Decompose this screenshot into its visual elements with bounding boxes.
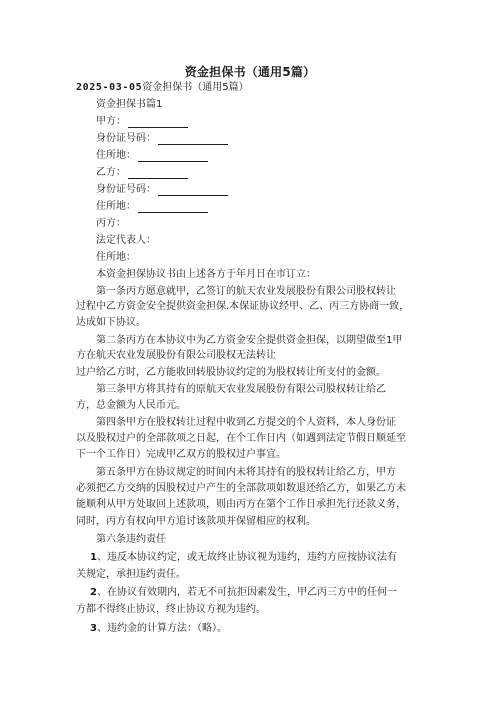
section-heading: 资金担保书篇1 [96,99,163,110]
id-label-a: 身份证号码： [96,133,156,144]
article-1-line-1: 第一条丙方愿意就甲，乙签订的航天农业发展股份有限公司股权转让 [96,286,396,297]
article-1-line-2: 过程中乙方资金安全提供资金担保.本保证协议经甲、乙、丙三方协商一致， [76,301,410,312]
clause-6-2-text: 、在协议有效期内，若无不可抗拒因素发生，甲乙丙三方中的任何一 [96,587,397,598]
document-title: 资金担保书（通用5篇） [184,65,316,79]
clause-6-2-line-1 [90,586,397,599]
id-line-b [96,183,228,196]
clause-6-1-line-2: 关规定，承担违约责任。 [76,569,186,580]
clause-6-1-text: 、违反本协议约定，或无故终止协议视为违约，违约方应按协议法有 [96,552,397,563]
article-5-line-2: 必须把乙方交纳的因股权过户产生的全部款项如数退还给乙方，如果乙方未 [76,483,406,494]
address-label-b: 住所地： [96,201,136,212]
id-blank-a [158,134,228,145]
article-3-line-1: 第三条甲方将其持有的原航天农业发展股份有限公司股权转让给乙 [96,384,386,395]
party-b-blank [128,168,188,179]
article-3-line-2: 方，总金额为人民币元。 [76,400,186,411]
clause-6-1-line-1 [90,551,397,564]
address-label-c: 住所地： [96,252,136,263]
article-1-line-3: 达成如下协议。 [76,317,146,328]
article-5-line-1: 第五条甲方在协议规定的时间内未将其持有的股权转让给乙方，甲方 [96,467,396,478]
id-label-b: 身份证号码： [96,184,156,195]
clause-6-3-text: 、违约金的计算方法：（略）。 [96,623,227,634]
clause-6-2-number: 2 [90,587,97,598]
id-blank-b [158,185,228,196]
subtitle-text: 资金担保书（通用5篇） [142,82,249,93]
intro-paragraph: 本资金担保协议书由上述各方于年月日在市订立： [96,269,316,280]
party-a-label: 甲方： [96,116,126,127]
id-line-a [96,132,228,145]
article-5-line-4: 同时，丙方有权向甲方追讨该款项并保留相应的权利。 [76,516,316,527]
article-6-heading: 第六条违约责任 [96,534,166,545]
party-a-line [96,115,188,128]
clause-6-3-number: 3 [90,623,97,634]
article-2-line-1: 第二条丙方在本协议中为乙方资金安全提供资金担保，以期望做至1甲 [96,335,403,346]
address-line-a [96,149,208,162]
address-line-b [96,200,208,213]
address-blank-b [138,202,208,213]
party-c-label: 丙方： [96,218,126,229]
clause-6-3-line-1 [90,622,227,635]
article-4-line-2: 以及股权过户的全部款项之日起，在个工作日内（如遇到法定节假日顺延至 [76,433,406,444]
party-b-line [96,166,188,179]
clause-6-1-number: 1 [90,552,97,563]
party-b-label: 乙方： [96,167,126,178]
article-4-line-1: 第四条甲方在股权转让过程中收到乙方提交的个人资料，本人身份证 [96,417,396,428]
subtitle-line [76,81,249,94]
article-5-line-3: 能顺利从甲方处取回上述款项，则由丙方在第个工作日承担先行还款义务， [76,499,406,510]
party-a-blank [128,117,188,128]
article-2-line-2: 方在航天农业发展股份有限公司股权无法转让 [76,350,276,361]
address-blank-a [138,151,208,162]
subtitle-date: 2025-03-05 [76,82,143,93]
article-2-line-3: 过户给乙方时，乙方能收回转股协议约定的为股权转让所支付的金额。 [76,367,386,378]
address-label-a: 住所地： [96,150,136,161]
article-4-line-3: 下一个工作日）完成甲乙双方的股权过户事宜。 [76,449,286,460]
legal-rep-label: 法定代表人： [96,235,156,246]
clause-6-2-line-2: 方都不得终止协议，终止协议方视为违约。 [76,604,266,615]
